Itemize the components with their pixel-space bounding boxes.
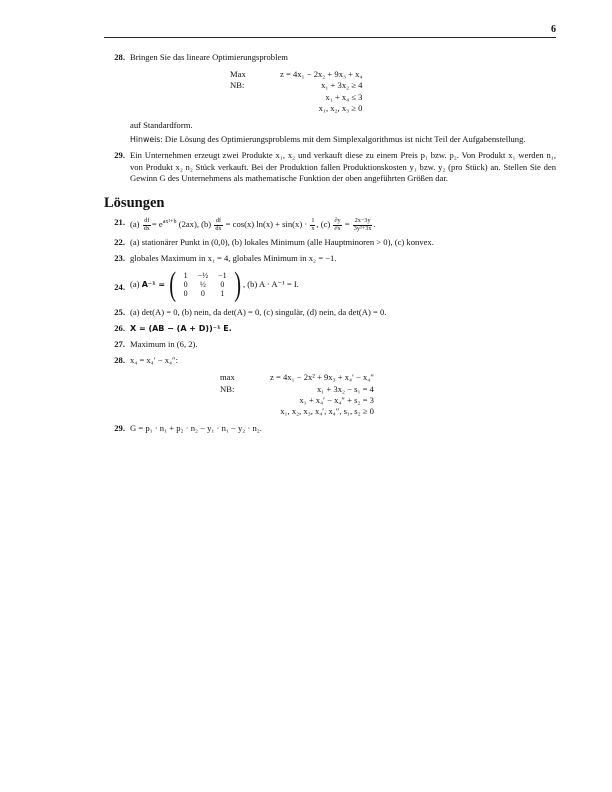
fraction-denominator: dx xyxy=(215,224,222,232)
lp-max-label: Max xyxy=(230,69,246,80)
exercise-text: Ein Unternehmen erzeugt zwei Produkte x₁, x₂ und verkauft diese zu einem Preis p₁ bzw. p₂. Von Produkt x₁ werden n₁, von Produkt x₂ n₂ Stück verkauft. Bei der Produktion fallen Produktionskosten y₁ bzw. y₂ (pro Stück) an. Stellen Sie den Gewinn G des Unternehmens als mathematische Funktion der oben angeführten Größen dar. xyxy=(130,150,556,183)
fraction-numerator: df xyxy=(144,217,150,225)
solution-text: (a) stationärer Punkt in (0,0), (b) lokales Minimum (alle Hauptminoren > 0), (c) konvex. xyxy=(130,237,434,248)
lp-nb-label: NB: xyxy=(220,383,235,394)
solution-number: 21. xyxy=(114,217,125,228)
fraction-df-dx xyxy=(143,218,151,232)
fraction-numerator: ∂y xyxy=(334,217,341,225)
expr: , (b) A · A⁻¹ = I. xyxy=(242,279,299,290)
exercise-hint xyxy=(130,134,556,145)
solution-24 xyxy=(104,265,556,303)
matrix-row xyxy=(179,271,232,280)
fraction-denominator: 3y²+3x xyxy=(353,224,372,232)
page-content xyxy=(104,52,556,439)
solution-number: 27. xyxy=(114,339,125,350)
expr: (2ax), (b) xyxy=(176,219,212,230)
solution-text: X = (AB − (A + D))⁻¹ E. xyxy=(130,323,232,333)
solution-intro: x₄ = x₄′ − x₄″: xyxy=(130,355,179,366)
expr: = cos(x) ln(x) + sin(x) · xyxy=(223,219,310,230)
exercise-29 xyxy=(104,150,556,184)
exercise-number: 29. xyxy=(114,150,125,161)
hint-text: : Die Lösung des Optimierungsproblems mit dem Simplexalgorithmus ist nicht Teil der Aufgabenstellung. xyxy=(160,134,526,145)
solution-number: 23. xyxy=(114,253,125,264)
solution-27 xyxy=(104,339,556,350)
solution-28 xyxy=(104,355,556,417)
lp-constraint-3: x₁, x₂, x₃ ≥ 0 xyxy=(318,102,363,113)
matrix-cell: ½ xyxy=(199,280,206,290)
part-label: (a) xyxy=(130,279,140,290)
exercise-28 xyxy=(104,52,556,145)
right-paren: ) xyxy=(233,265,241,303)
left-paren: ( xyxy=(169,265,177,303)
solution-text: G = p₁ · n₁ + p₂ · n₂ − y₁ · n₁ − y₂ · n₂. xyxy=(130,423,262,434)
hint-label: Hinweis xyxy=(130,135,161,145)
matrix-cell: −½ xyxy=(197,271,209,281)
expr: = e xyxy=(151,219,163,230)
solution-23 xyxy=(104,253,556,264)
matrix-table xyxy=(179,271,232,298)
solution-number: 28. xyxy=(114,355,125,366)
matrix-cell: 1 xyxy=(220,289,225,299)
matrix-row xyxy=(179,289,232,298)
expr: . xyxy=(373,219,376,230)
lp-constraint-2: x₁ + x₄ ≤ 3 xyxy=(325,91,363,102)
lp-problem xyxy=(230,69,362,114)
fraction-df-dx xyxy=(214,218,222,232)
fraction-numerator: df xyxy=(215,217,221,225)
solution-number: 22. xyxy=(114,237,125,248)
fraction-denominator: ∂x xyxy=(334,224,341,232)
exercise-outro: auf Standardform. xyxy=(130,120,193,131)
fraction-dy-dx xyxy=(333,218,341,232)
page-number: 6 xyxy=(551,24,556,35)
exponent: ax²+b xyxy=(162,219,177,226)
lp-objective: z = 4x₁ − 2x₂ + 9x₃ + x₄ xyxy=(280,69,363,80)
lp-standard-form xyxy=(220,372,374,417)
solution-text: globales Maximum in x₁ = 4, globales Minimum in x₂ = −1. xyxy=(130,253,337,264)
solutions-heading: Lösungen xyxy=(104,195,165,212)
solution-22 xyxy=(104,237,556,248)
matrix-row xyxy=(179,280,232,289)
fraction-numerator: 2x−3y xyxy=(354,217,371,225)
inverse-matrix xyxy=(167,265,243,303)
solution-29 xyxy=(104,423,556,434)
lp-constraint-1: x₁ + 3x₂ − s₁ = 4 xyxy=(316,383,374,394)
solution-number: 24. xyxy=(114,281,125,292)
header-rule xyxy=(104,37,556,38)
solution-text: (a) det(A) = 0, (b) nein, da det(A) = 0, (c) singulär, (d) nein, da det(A) = 0. xyxy=(130,306,387,317)
matrix-cell: 0 xyxy=(183,280,188,290)
exercise-number: 28. xyxy=(114,52,125,62)
lp-nb-label: NB: xyxy=(230,80,245,91)
solution-line xyxy=(130,217,376,232)
lp-max-label: max xyxy=(220,372,235,383)
lp-objective: z = 4x₁ − 2x² + 9x₃ + x₄′ − x₄″ xyxy=(270,372,374,383)
matrix-cell: −1 xyxy=(218,271,227,281)
fraction-1-x xyxy=(310,218,315,232)
lp-constraint-1: x₁ + 3x₂ ≥ 4 xyxy=(321,80,363,91)
solution-21 xyxy=(104,217,556,232)
matrix-cell: 0 xyxy=(200,289,205,299)
solution-number: 26. xyxy=(114,322,125,333)
solution-line xyxy=(130,265,299,303)
solution-25 xyxy=(104,307,556,318)
solution-number: 25. xyxy=(114,306,125,317)
expr: = xyxy=(342,219,352,230)
fraction-numerator: 1 xyxy=(311,217,315,225)
solution-26 xyxy=(104,323,556,334)
matrix-cell: 0 xyxy=(183,289,188,299)
part-label: (a) xyxy=(130,219,140,230)
matrix-label: A⁻¹ = xyxy=(141,280,166,290)
fraction-result xyxy=(353,217,376,232)
solution-text: Maximum in (6, 2). xyxy=(130,339,198,350)
exercise-intro: Bringen Sie das lineare Optimierungsproblem xyxy=(130,52,288,62)
matrix-cell: 0 xyxy=(220,280,225,290)
expr: , (c) xyxy=(316,219,331,230)
solution-number: 29. xyxy=(114,423,125,434)
fraction-denominator: dx xyxy=(143,224,150,232)
lp-constraint-2: x₁ + x₄′ − x₄″ + s₂ = 3 xyxy=(299,394,374,405)
lp-constraint-3: x₁, x₂, x₃, x₄′, x₄″, s₁, s₂ ≥ 0 xyxy=(280,406,374,417)
matrix-cell: 1 xyxy=(183,271,188,281)
fraction-denominator: x xyxy=(311,224,315,232)
